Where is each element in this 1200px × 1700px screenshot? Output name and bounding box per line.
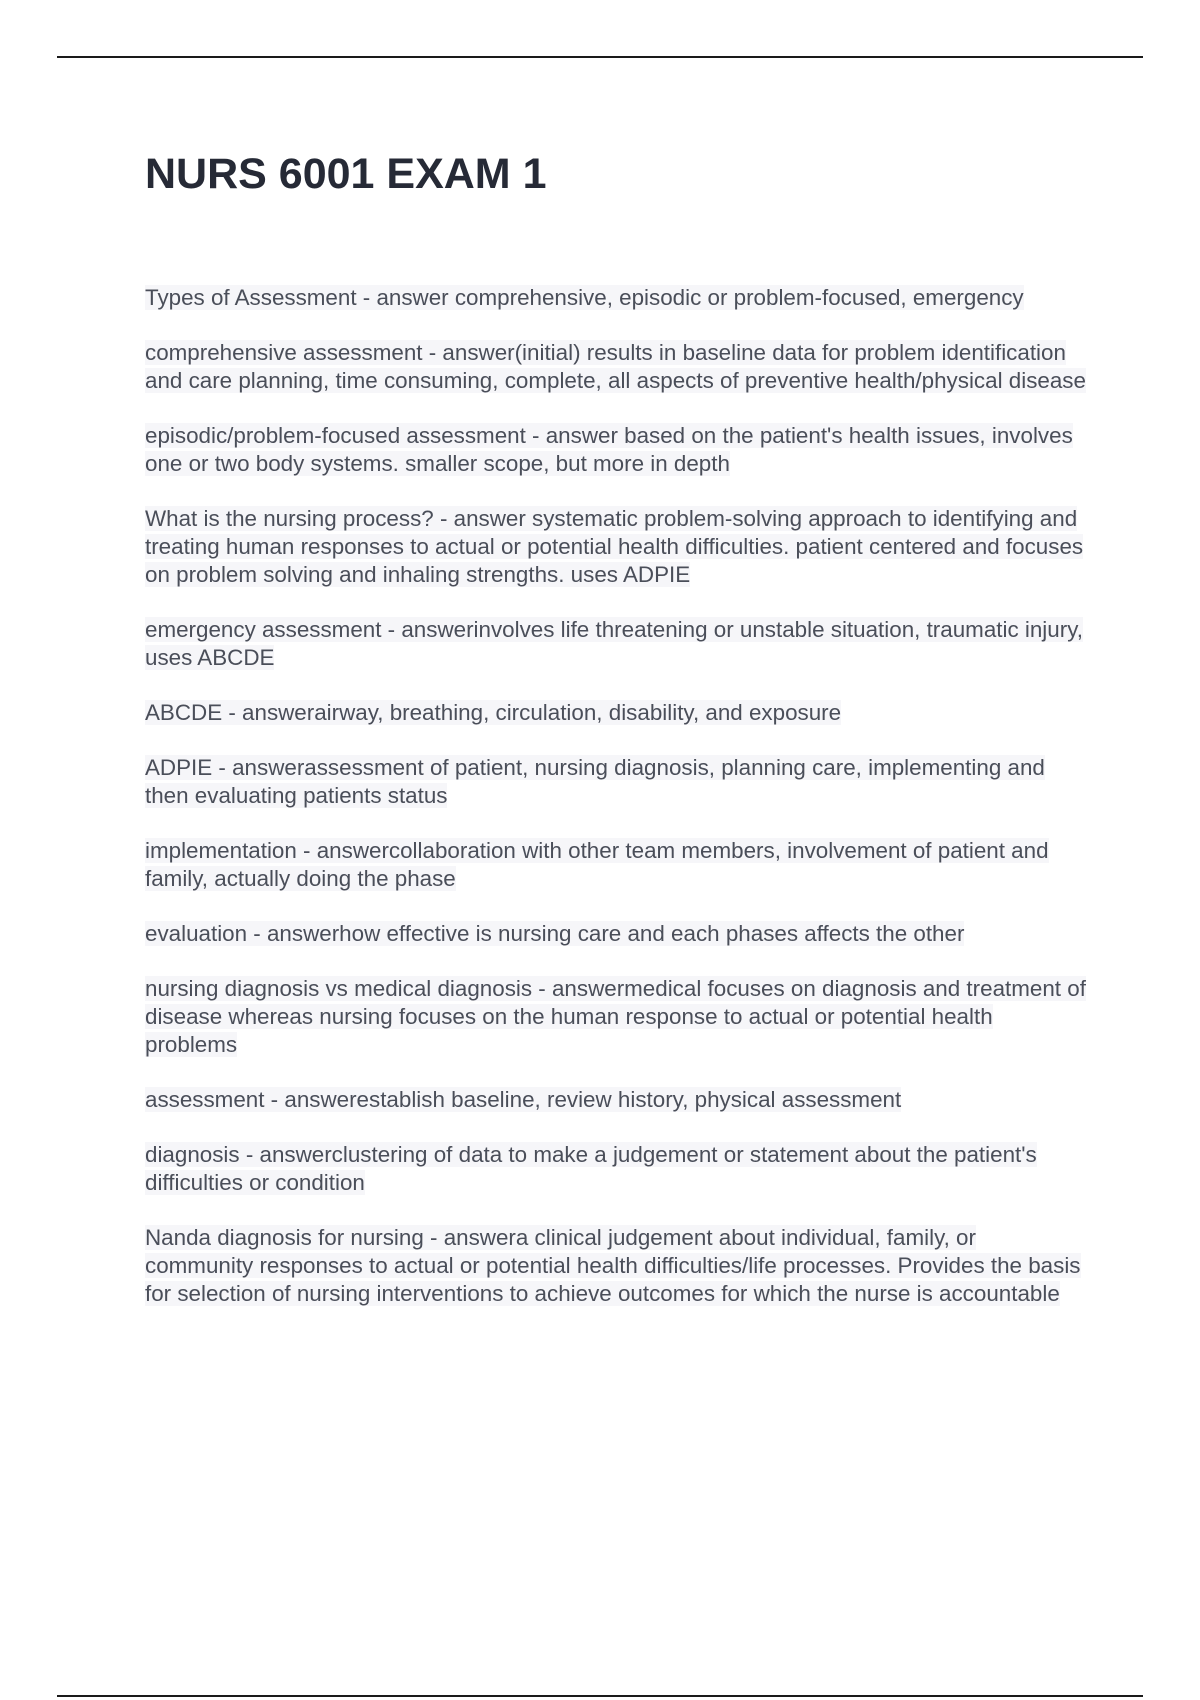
top-divider <box>57 56 1143 58</box>
flashcard-item <box>145 505 1090 589</box>
flashcard-item <box>145 699 1090 727</box>
flashcard-text: ADPIE - answerassessment of patient, nursing diagnosis, planning care, implementing and then evaluating patients status <box>145 755 1045 808</box>
flashcard-text: emergency assessment - answerinvolves life threatening or unstable situation, traumatic injury, uses ABCDE <box>145 617 1083 670</box>
flashcard-text: comprehensive assessment - answer(initial) results in baseline data for problem identification and care planning, time consuming, complete, all aspects of preventive health/physical disease <box>145 340 1086 393</box>
flashcard-text: episodic/problem-focused assessment - answer based on the patient's health issues, involves one or two body systems. smaller scope, but more in depth <box>145 423 1073 476</box>
flashcard-item <box>145 1224 1090 1308</box>
flashcard-item <box>145 920 1090 948</box>
flashcard-item <box>145 616 1090 672</box>
bottom-divider <box>57 1695 1143 1697</box>
flashcard-text: What is the nursing process? - answer systematic problem-solving approach to identifying and treating human responses to actual or potential health difficulties. patient centered and focuses on problem solving and inhaling strengths. uses ADPIE <box>145 506 1084 587</box>
flashcard-text: ABCDE - answerairway, breathing, circulation, disability, and exposure <box>145 700 842 725</box>
page-title: NURS 6001 EXAM 1 <box>145 150 547 198</box>
flashcard-text: nursing diagnosis vs medical diagnosis - answermedical focuses on diagnosis and treatment of disease whereas nursing focuses on the human response to actual or potential health problems <box>145 976 1086 1057</box>
flashcard-text: Nanda diagnosis for nursing - answera clinical judgement about individual, family, or community responses to actual or potential health difficulties/life processes. Provides the basis for selection of nursing interventions to achieve outcomes for which the nurse is accountable <box>145 1225 1081 1306</box>
flashcard-text: assessment - answerestablish baseline, review history, physical assessment <box>145 1087 902 1112</box>
flashcard-item <box>145 754 1090 810</box>
flashcard-list <box>145 284 1090 1335</box>
flashcard-item <box>145 975 1090 1059</box>
flashcard-text: implementation - answercollaboration with other team members, involvement of patient and family, actually doing the phase <box>145 838 1049 891</box>
flashcard-text: diagnosis - answerclustering of data to make a judgement or statement about the patient's difficulties or condition <box>145 1142 1037 1195</box>
flashcard-item <box>145 837 1090 893</box>
flashcard-item <box>145 284 1090 312</box>
flashcard-item <box>145 1086 1090 1114</box>
flashcard-text: Types of Assessment - answer comprehensive, episodic or problem-focused, emergency <box>145 285 1024 310</box>
flashcard-item <box>145 1141 1090 1197</box>
flashcard-item <box>145 422 1090 478</box>
flashcard-item <box>145 339 1090 395</box>
flashcard-text: evaluation - answerhow effective is nursing care and each phases affects the other <box>145 921 965 946</box>
